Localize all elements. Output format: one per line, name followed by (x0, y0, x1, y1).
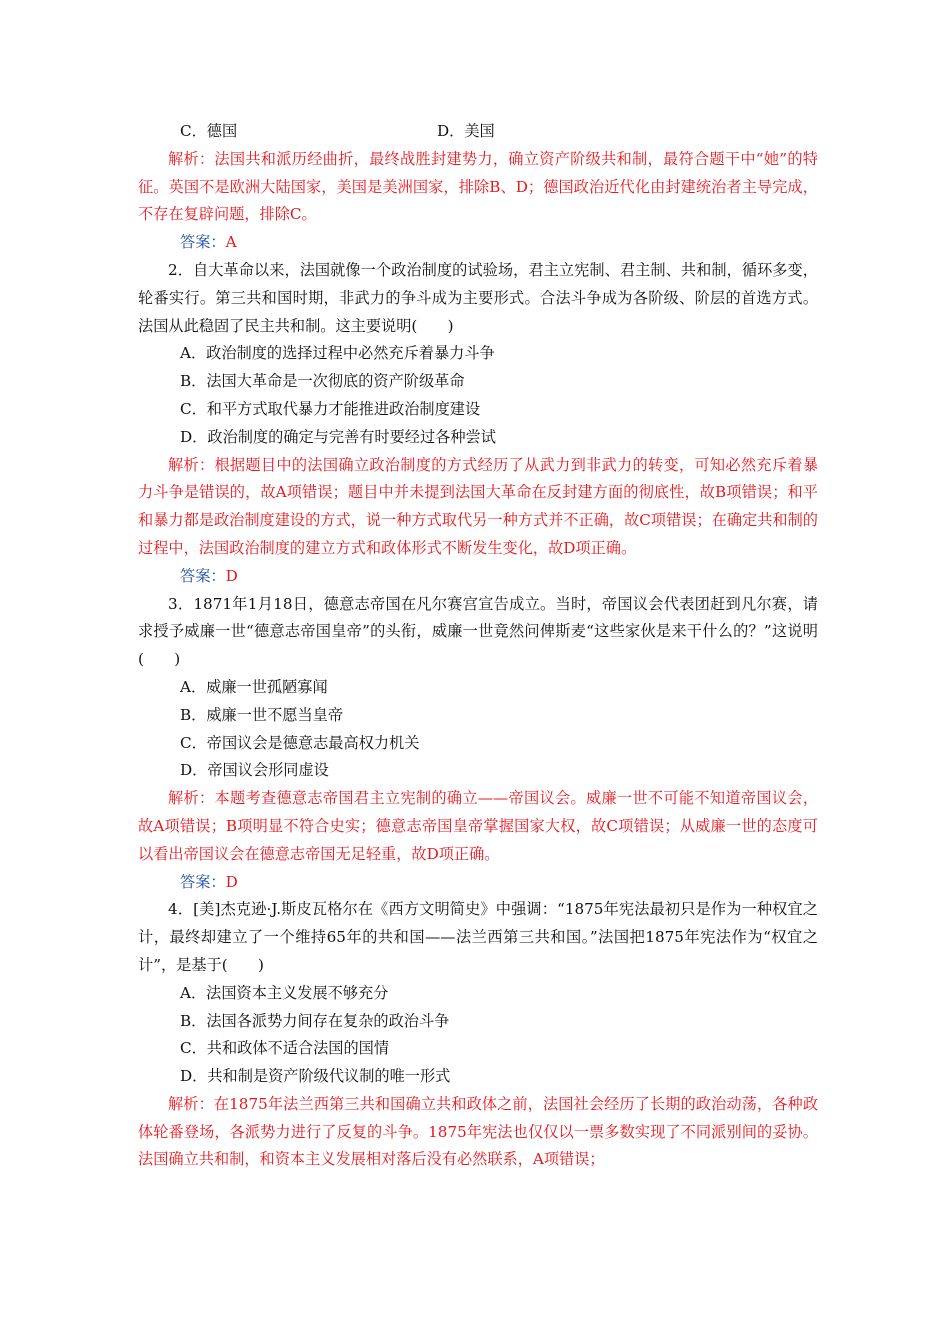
q3-answer-label: 答案： (180, 872, 226, 891)
q3-answer-value: D (225, 872, 238, 891)
q3-stem: 3．1871年1月18日，德意志帝国在凡尔赛宫宣告成立。当时，帝国议会代表团赶到凡尔赛，请求授予威廉一世“德意志帝国皇帝”的头衔，威廉一世竟然问俾斯麦“这些家伙是来干什么的？”这说明( ) (138, 594, 818, 669)
q3-analysis-label: 解析： (168, 789, 215, 808)
q1-analysis (138, 146, 818, 229)
q1-option-c: C．德国 (180, 122, 238, 140)
q1-answer (138, 229, 818, 257)
q1-analysis-text: 法国共和派历经曲折，最终战胜封建势力，确立资产阶级共和制，最符合题干中“她”的特征。英国不是欧洲大陆国家，美国是美洲国家，排除B、D；德国政治近代化由封建统治者主导完成，不存在复辟问题，排除C。 (138, 149, 818, 224)
q1-answer-label: 答案： (180, 233, 226, 252)
q2-option-c: C．和平方式取代暴力才能推进政治制度建设 (180, 399, 481, 418)
q4-option-d: D．共和制是资产阶级代议制的唯一形式 (180, 1067, 451, 1086)
q1-option-d: D．美国 (437, 122, 495, 140)
q4-stem: 4．[美]杰克逊·J.斯皮瓦格尔在《西方文明简史》中强调：“1875年宪法最初只是作为一种权宜之计，最终却建立了一个维持65年的共和国——法兰西第三共和国。”法国把1875年宪法作为“权宜之计”，是基于( ) (138, 900, 818, 974)
q2-option-a: A．政治制度的选择过程中必然充斥着暴力斗争 (180, 344, 495, 363)
q3-option-a: A．威廉一世孤陋寡闻 (180, 677, 328, 696)
q4-option-b: B．法国各派势力间存在复杂的政治斗争 (180, 1011, 450, 1030)
q2-analysis-label: 解析： (168, 455, 215, 474)
q1-options-row (138, 118, 818, 146)
q3-option-b: B．威廉一世不愿当皇帝 (180, 705, 344, 724)
q2-answer-label: 答案： (180, 566, 226, 585)
q3-analysis-text: 本题考查德意志帝国君主立宪制的确立——帝国议会。威廉一世不可能不知道帝国议会，故A项错误；B项明显不符合史实；德意志帝国皇帝掌握国家大权，故C项错误；从威廉一世的态度可以看出帝国议会在德意志帝国无足轻重，故D项正确。 (138, 789, 819, 863)
q3-analysis (138, 785, 818, 868)
q4-analysis-text: 在1875年法兰西第三共和国确立共和政体之前，法国社会经历了长期的政治动荡，各种政体轮番登场，各派势力进行了反复的斗争。1875年宪法也仅仅以一票多数实现了不同派别间的妥协。法国确立共和制，和资本主义发展相对落后没有必然联系，A项错误； (138, 1094, 819, 1169)
q4-analysis-label: 解析： (168, 1094, 214, 1113)
q2-option-b: B．法国大革命是一次彻底的资产阶级革命 (180, 372, 465, 391)
q2-stem: 2．自大革命以来，法国就像一个政治制度的试验场，君主立宪制、君主制、共和制，循环多变，轮番实行。第三共和国时期，非武力的争斗成为主要形式。合法斗争成为各阶级、阶层的首选方式。法国从此稳固了民主共和制。这主要说明( ) (138, 260, 818, 335)
q4-analysis (138, 1091, 818, 1174)
q2-answer (138, 563, 818, 591)
q2-analysis-text: 根据题目中的法国确立政治制度的方式经历了从武力到非武力的转变，可知必然充斥着暴力斗争是错误的，故A项错误；题目中并未提到法国大革命在反封建方面的彻底性，故B项错误；和平和暴力都是政治制度建设的方式，说一种方式取代另一种方式并不正确，故C项错误；在确定共和制的过程中，法国政治制度的建立方式和政体形式不断发生变化，故D项正确。 (138, 455, 819, 557)
q4-option-c: C．共和政体不适合法国的国情 (180, 1039, 390, 1058)
q1-answer-value: A (225, 233, 237, 252)
q2-analysis (138, 452, 818, 563)
q3-answer (138, 869, 818, 897)
q1-analysis-label: 解析： (168, 149, 215, 168)
q2-option-d: D．政治制度的确定与完善有时要经过各种尝试 (180, 427, 496, 446)
q4-option-a: A．法国资本主义发展不够充分 (180, 983, 389, 1002)
q3-option-d: D．帝国议会形同虚设 (180, 761, 329, 780)
document-page (138, 118, 818, 1174)
q2-answer-value: D (225, 566, 238, 585)
q3-option-c: C．帝国议会是德意志最高权力机关 (180, 733, 420, 752)
